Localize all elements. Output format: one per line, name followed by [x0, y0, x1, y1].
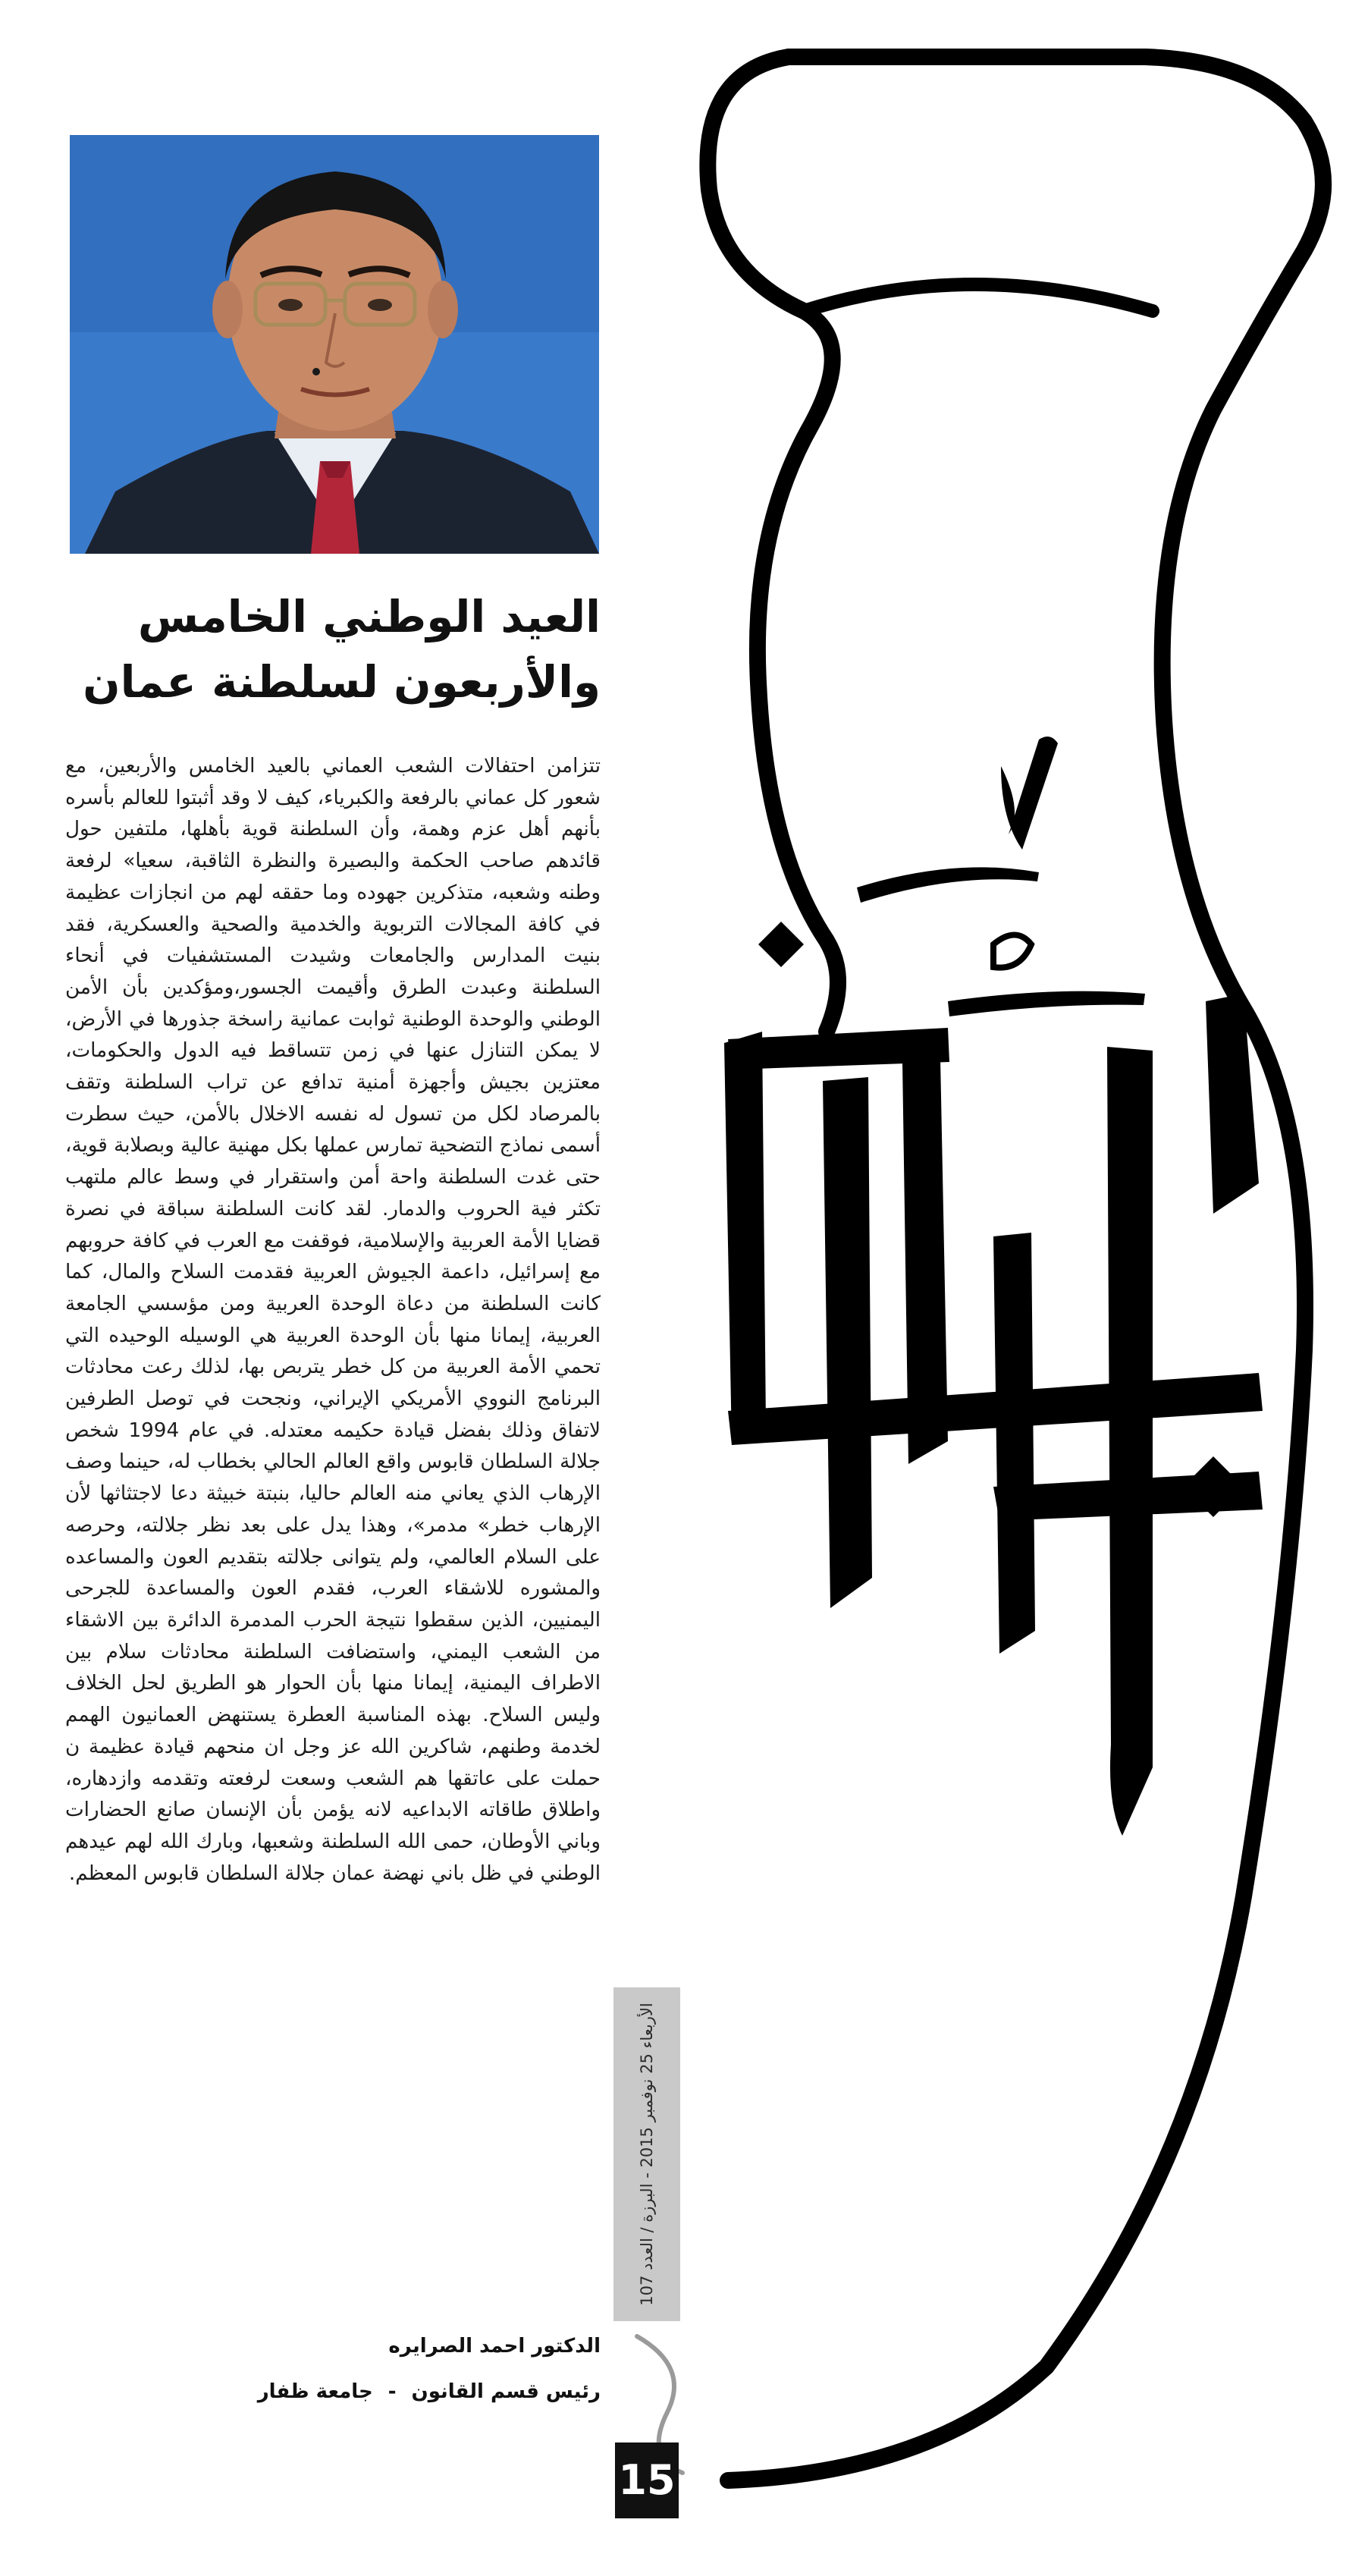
headline-line-2: والأربعون لسلطنة عمان	[83, 656, 601, 708]
author-name: الدكتور احمد الصرايره	[388, 2335, 601, 2358]
affiliation-separator: -	[387, 2380, 397, 2403]
headline-line-1: العيد الوطني الخامس	[137, 591, 601, 642]
issue-line: الأربعاء 25 نوفمبر 2015 - البرزة / العدد 107	[638, 2003, 656, 2306]
author-position: رئيس قسم القانون	[411, 2380, 601, 2403]
author-portrait-image	[70, 135, 599, 554]
author-affiliation	[227, 2380, 601, 2403]
issue-strip	[613, 1987, 680, 2321]
author-university: جامعة ظفار	[257, 2380, 373, 2403]
article-headline	[45, 584, 601, 715]
article-body: تتزامن احتفالات الشعب العماني بالعيد الخامس والأربعين، مع شعور كل عماني بالرفعة والكبرياء، كيف لا وقد أثبتوا للعالم بأسره بأنهم أهل عزم وهمة، وأن السلطنة قوية بأهلها، ملتفين حول قائدهم صاحب الحكمة والبصيرة والنظرة الثاقبة، سعيا» لرفعة وطنه وشعبه، متذكرين جهوده وما حققه لهم من انجازات عظيمة في كافة المجالات التربوية والخدمية والصحية والعسكرية، فقد بنيت المدارس والجامعات وشيدت المستشفيات في أنحاء السلطنة وعبدت الطرق وأقيمت الجسور،ومؤكدين بأن الأمن الوطني والوحدة الوطنية ثوابت عمانية راسخة جذورها في الأرض، لا يمكن التنازل عنها في زمن تتساقط فيه الدول والحكومات، معتزين بجيش وأجهزة أمنية تدافع عن تراب السلطنة وتقف بالمرصاد لكل من تسول له نفسه الاخلال بالأمن، حيث سطرت أسمى نماذج التضحية تمارس عملها بكل مهنية عالية وبصلابة قوية، حتى غدت السلطنة واحة أمن واستقرار في وسط عالم ملتهب تكثر فية الحروب والدمار. لقد كانت السلطنة سباقة في نصرة قضايا الأمة العربية والإسلامية، فوقفت مع العرب في كافة حروبهم مع إسرائيل، داعمة الجيوش العربية فقدمت السلاح والمال، كما كانت السلطنة من دعاة الوحدة العربية ومن مؤسسي الجامعة العربية، إيمانا منها بأن الوحدة العربية هي الوسيله الوحيده التي تحمي الأمة العربية من كل خطر يتربص بها، لذلك رعت محادثات البرنامج النووي الأمريكي الإيراني، ونجحت في توصل الطرفين لاتفاق وذلك بفضل قيادة حكيمه معتدله. في عام 1994 شخص جلالة السلطان قابوس واقع العالم الحالي بخطاب له، حينما وصف الإرهاب الذي يعاني منه العالم حاليا، بنبتة خبيثة دعا لاجتثاثها لأن الإرهاب خطر» مدمر»، وهذا يدل على بعد نظر جلالته، وحرصه على السلام العالمي، ولم يتوانى جلالته بتقديم العون والمساعده والمشوره للاشقاء العرب، فقدم العون والمساعدة للجرحى اليمنيين، الذين سقطوا نتيجة الحرب المدمرة الدائرة بين الاشقاء من الشعب اليمني، واستضافت السلطنة محادثات سلام بين الاطراف اليمنية، إيمانا منها بأن الحوار هو الطريق لحل الخلاف وليس السلاح. بهذه المناسبة العطرة يستنهض العمانيون الهمم لخدمة وطنهم، شاكرين الله عز وجل ان منحهم قيادة عظيمة ن حملت على عاتقها هم الشعب وسعت لرفعته وتقدمه وازدهاره، واطلاق طاقاته الابداعيه لانه يؤمن بأن الإنسان صانع الحضارات وباني الأوطان، حمى الله السلطنة وشعبها، وبارك الله لهم عيدهم الوطني في ظل باني نهضة عمان جلالة السلطان قابوس المعظم.	[65, 755, 601, 1885]
author-photo	[70, 135, 599, 554]
page-number: 15	[615, 2442, 679, 2518]
